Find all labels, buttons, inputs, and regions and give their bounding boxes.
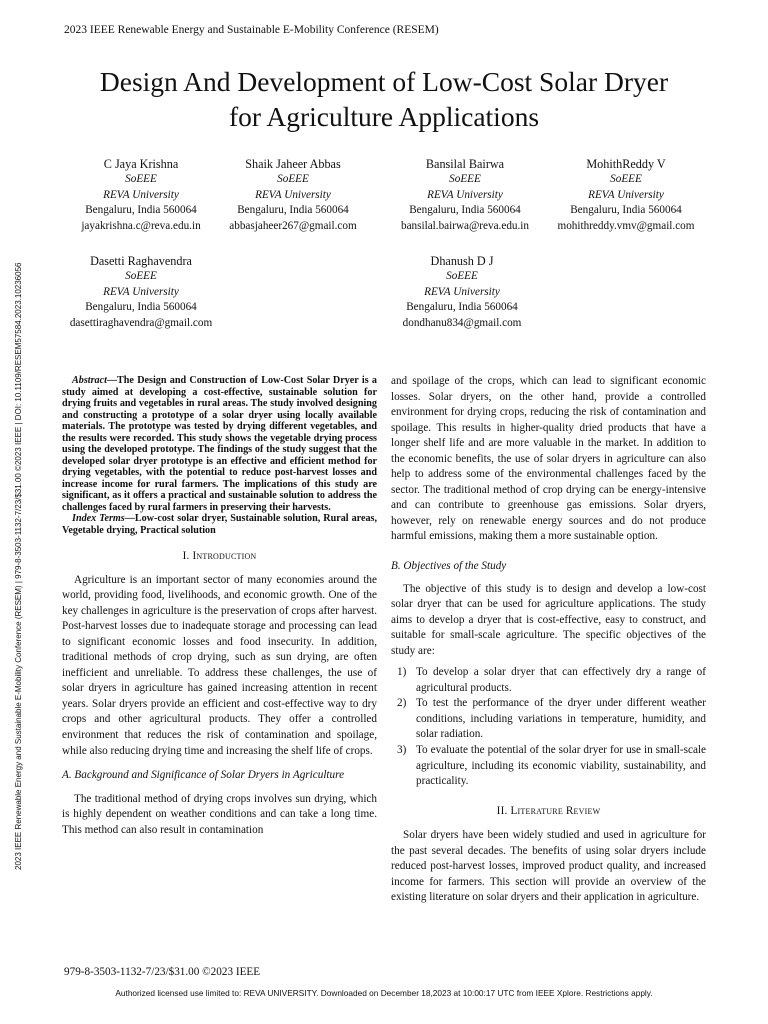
author-block: [526, 156, 726, 234]
author-dept: SoEEE: [125, 173, 157, 185]
author-dept: SoEEE: [449, 173, 481, 185]
author-dept: SoEEE: [610, 173, 642, 185]
subsection-heading-background: A. Background and Significance of Solar Dryers in Agriculture: [62, 769, 345, 782]
author-city: Bengaluru, India 560064: [406, 301, 518, 314]
author-email: mohithreddy.vmv@gmail.com: [557, 219, 695, 232]
abstract-text: —The Design and Construction of Low-Cost Solar Dryer is a study aimed at developing a cost-effective, sustainable solution for drying fruits and vegetables in rural areas. The study involved designing and constructing a prototype of a solar dryer using locally available materials. The prototype was tested by drying different vegetables, and the results were recorded. This study shows the vegetable drying process using the developed prototype. The findings of the study suggest that the developed solar dryer prototype is an effective and efficient method for drying vegetables, with the potential to reduce post-harvest losses and increase income for rural farmers. The implications of this study are significant, as it offers a practical and sustainable solution to address the challenges faced by rural farmers in preserving their harvests.: [62, 375, 377, 513]
paper-title: [40, 64, 728, 134]
author-university: REVA University: [588, 188, 664, 201]
list-item-text: To evaluate the potential of the solar dryer for use in small-scale agriculture, including its economic viability, sustainability, and practicality.: [416, 743, 706, 788]
objectives-paragraph: The objective of this study is to design and develop a low-cost solar dryer that can be used for agriculture applications. The study aims to develop a dryer that is cost-effective, easy to construct, and suitable for small-scale agriculture. The specific objectives of the study are:: [391, 582, 706, 657]
continuation-paragraph: and spoilage of the crops, which can lead to significant economic losses. Solar dryers, on the other hand, provide a controlled environment for drying crops, reducing the risk of contamination and spoilage. This results in higher-quality dried products that have a longer shelf life and are more valuable in the market. In addition to the economic benefits, the use of solar dryers in agriculture can also help to address some of the environmental challenges faced by the sector. The traditional method of crop drying can be energy-intensive and can contribute to greenhouse gas emissions. Solar dryers, however, rely on renewable energy sources and do not produce harmful emissions, making them a more sustainable option.: [391, 375, 706, 543]
list-item-number: 1): [397, 666, 407, 679]
author-email: jayakrishna.c@reva.edu.in: [81, 219, 201, 232]
author-university: REVA University: [103, 285, 179, 298]
author-email: bansilal.bairwa@reva.edu.in: [400, 219, 530, 232]
list-item-number: 2): [397, 697, 407, 710]
objectives-list: [391, 665, 706, 789]
author-name: MohithReddy V: [586, 157, 666, 171]
list-item: [391, 743, 706, 790]
section-heading-literature-review: II. Literature Review: [496, 804, 601, 817]
author-email: dondhanu834@gmail.com: [402, 316, 522, 329]
subsection-heading-objectives: B. Objectives of the Study: [391, 560, 507, 573]
author-university: REVA University: [103, 188, 179, 201]
author-dept: SoEEE: [125, 270, 157, 282]
conference-header: 2023 IEEE Renewable Energy and Sustainable E-Mobility Conference (RESEM): [64, 24, 439, 36]
list-item-text: To develop a solar dryer that can effectively dry a range of agricultural products.: [416, 666, 706, 694]
author-email: dasettiraghavendra@gmail.com: [69, 316, 213, 329]
author-name: Bansilal Bairwa: [425, 157, 505, 171]
introduction-paragraph: Agriculture is an important sector of many economies around the world, providing food, livelihoods, and economic growth. One of the key challenges in agriculture is the preservation of crops after harvest. Post-harvest losses due to inadequate storage and processing can lead to significant economic losses and food insecurity. In addition, traditional methods of crop drying, such as sun drying, are often inefficient and unreliable. To address these challenges, the use of solar dryers in agriculture has gained increasing attention in recent years. Solar dryers provide an efficient and cost-effective way to dry crops and other agricultural products. They offer a controlled environment that reduces the risk of contamination and spoilage, while also reducing drying time and increasing the shelf life of crops.: [62, 573, 377, 757]
author-city: Bengaluru, India 560064: [85, 301, 197, 314]
index-terms-text: —Low-cost solar dryer, Sustainable solution, Rural areas, Vegetable drying, Practical solution: [62, 513, 378, 536]
list-item-number: 3): [397, 743, 407, 756]
author-university: REVA University: [424, 285, 500, 298]
author-name: Dhanush D J: [430, 254, 494, 268]
author-city: Bengaluru, India 560064: [409, 204, 521, 217]
abstract-label: Abstract: [72, 375, 107, 386]
literature-review-paragraph: Solar dryers have been widely studied and used in agriculture for the past several decades. The benefits of using solar dryers include reduced post-harvest losses, improved product quality, and increased income for farmers. This section will provide an overview of the existing literature on solar dryers and their application in agriculture.: [391, 829, 706, 904]
footer-authorized-use: Authorized licensed use limited to: REVA UNIVERSITY. Downloaded on December 18,2023 at 10:00:17 UTC from IEEE Xplore. Restrictions apply.: [115, 988, 653, 998]
author-dept: SoEEE: [446, 270, 478, 282]
section-heading-introduction: I. Introduction: [182, 550, 257, 562]
list-item: [391, 696, 706, 743]
author-university: REVA University: [427, 188, 503, 201]
author-name: Dasetti Raghavendra: [90, 254, 192, 268]
author-name: C Jaya Krishna: [103, 157, 179, 171]
author-block: [41, 253, 241, 331]
list-item-text: To test the performance of the dryer under different weather conditions, including variations in temperature, humidity, and solar radiation.: [416, 697, 706, 741]
background-paragraph: The traditional method of drying crops involves sun drying, which is highly dependent on weather conditions and can take a long time. This method can also result in contamination: [62, 792, 377, 836]
list-item: [391, 665, 706, 696]
author-block: [193, 156, 393, 234]
left-column: [62, 375, 377, 838]
side-doi-strip: 2023 IEEE Renewable Energy and Sustainable E-Mobility Conference (RESEM) | 979-8-3503-1132-7/23/$31.00 ©2023 IEEE | DOI: 10.1109/RESEM57584.2023.10236056: [14, 262, 23, 870]
author-email: abbasjaheer267@gmail.com: [229, 219, 357, 232]
abstract: [62, 375, 377, 536]
author-block: [362, 253, 562, 331]
right-column: [391, 374, 706, 906]
author-dept: SoEEE: [277, 173, 309, 185]
author-city: Bengaluru, India 560064: [570, 204, 682, 217]
author-university: REVA University: [255, 188, 331, 201]
author-name: Shaik Jaheer Abbas: [245, 157, 341, 171]
title-line-1: Design And Development of Low-Cost Solar Dryer: [99, 66, 669, 97]
author-city: Bengaluru, India 560064: [85, 204, 197, 217]
title-line-2: for Agriculture Applications: [228, 101, 540, 132]
footer-copyright: 979-8-3503-1132-7/23/$31.00 ©2023 IEEE: [64, 966, 261, 978]
author-city: Bengaluru, India 560064: [237, 204, 349, 217]
index-terms-label: Index Terms: [72, 513, 125, 524]
